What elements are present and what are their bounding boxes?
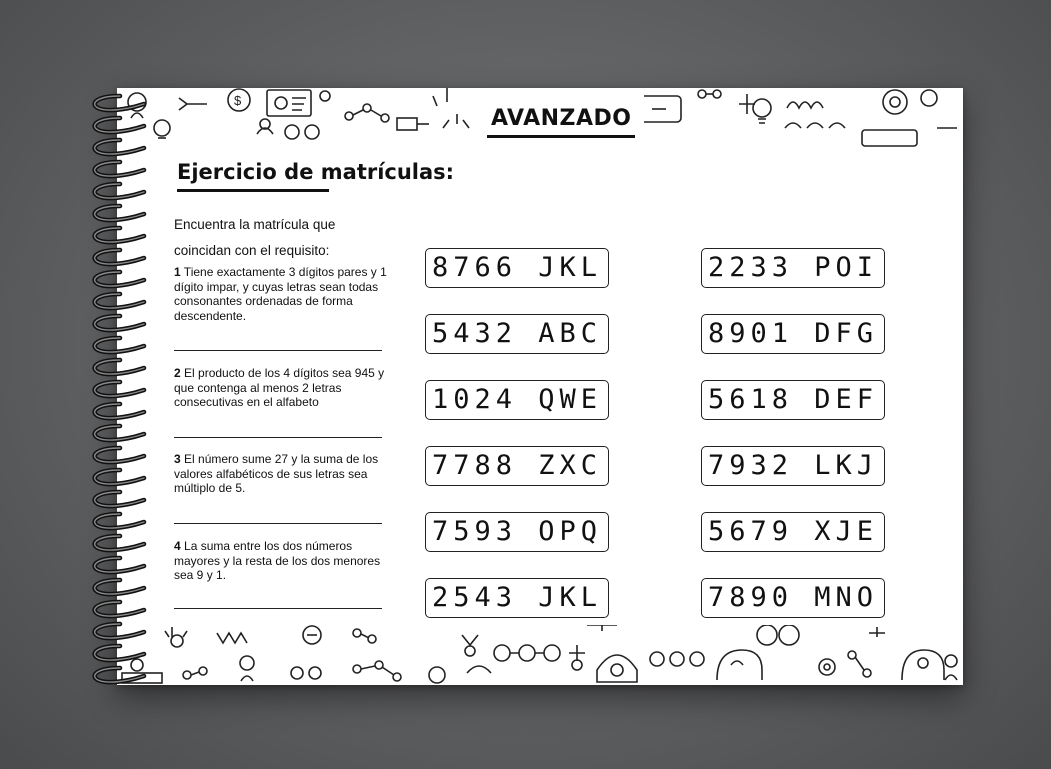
doodle-icons-bottom (117, 625, 963, 685)
requirement-3 (174, 452, 389, 496)
requirement-4 (174, 539, 389, 583)
answer-line-2[interactable] (174, 437, 382, 438)
requirement-number: 2 (174, 366, 181, 380)
title-underline (177, 189, 329, 192)
license-plate: 2233 POI (701, 248, 885, 288)
requirement-text: El producto de los 4 dígitos sea 945 y que contenga al menos 2 letras consecutivas en el alfabeto (174, 366, 385, 409)
license-plate: 5432 ABC (425, 314, 609, 354)
requirement-text: Tiene exactamente 3 dígitos pares y 1 dígito impar, y cuyas letras sean todas consonantes ordenadas de forma descendente. (174, 265, 387, 323)
requirement-2 (174, 366, 389, 410)
license-plate: 8766 JKL (425, 248, 609, 288)
requirement-text: La suma entre los dos números mayores y la resta de los dos menores sea 9 y 1. (174, 539, 381, 582)
level-label: AVANZADO (491, 106, 632, 131)
license-plate: 5618 DEF (701, 380, 885, 420)
level-underline (487, 135, 635, 138)
requirement-1 (174, 265, 389, 323)
license-plate: 8901 DFG (701, 314, 885, 354)
notebook-page (117, 88, 963, 685)
license-plate: 7593 OPQ (425, 512, 609, 552)
page-title: Ejercicio de matrículas: (177, 160, 455, 184)
requirement-number: 4 (174, 539, 181, 553)
instructions-text: Encuentra la matrícula que coincidan con el requisito: (174, 217, 336, 258)
requirement-number: 3 (174, 452, 181, 466)
answer-line-4[interactable] (174, 608, 382, 609)
license-plate: 7890 MNO (701, 578, 885, 618)
license-plate: 5679 XJE (701, 512, 885, 552)
license-plate: 1024 QWE (425, 380, 609, 420)
answer-line-1[interactable] (174, 350, 382, 351)
license-plate: 7788 ZXC (425, 446, 609, 486)
svg-text:$: $ (234, 93, 242, 108)
requirement-number: 1 (174, 265, 181, 279)
license-plate: 2543 JKL (425, 578, 609, 618)
license-plate: 7932 LKJ (701, 446, 885, 486)
answer-line-3[interactable] (174, 523, 382, 524)
requirement-text: El número sume 27 y la suma de los valores alfabéticos de sus letras sea múltiplo de 5. (174, 452, 379, 495)
